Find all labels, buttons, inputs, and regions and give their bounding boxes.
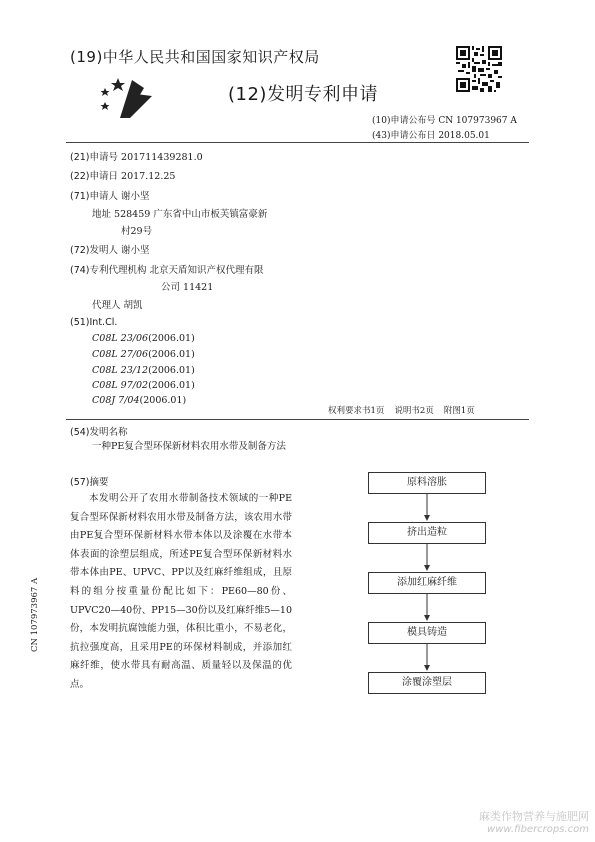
- flow-step-mold-casting: 模具铸造: [368, 622, 486, 644]
- applicant-value: 谢小坚: [121, 191, 150, 202]
- watermark-url: www.fibercrops.com: [487, 824, 589, 835]
- drawings-pages: 附图1页: [443, 406, 475, 416]
- ipc-item: C08L 97/02(2006.01): [92, 380, 195, 391]
- ipc-item: C08J 7/04(2006.01): [92, 395, 187, 406]
- filing-date-row: [70, 168, 175, 182]
- invention-title: 一种PE复合型环保新材料农用水带及制备方法: [92, 441, 286, 452]
- application-number-value: 201711439281.0: [121, 152, 203, 163]
- ipc-item: C08L 23/12(2006.01): [92, 365, 195, 376]
- section-divider: [66, 419, 529, 420]
- qr-code-icon[interactable]: [456, 46, 502, 92]
- process-flowchart: [360, 472, 492, 694]
- address-row: [92, 206, 267, 220]
- side-publication-number: CN 107973967 A: [30, 577, 40, 652]
- publication-date: (43)申请公布日 2018.05.01: [372, 131, 490, 141]
- applicant-label: (71)申请人: [70, 191, 119, 202]
- address-label: 地址: [92, 209, 112, 220]
- agency-label: (74)专利代理机构: [70, 265, 147, 276]
- description-pages: 说明书2页: [394, 406, 434, 416]
- inventor-value: 谢小坚: [121, 245, 150, 256]
- ipc-label: (51)Int.Cl.: [70, 317, 118, 328]
- inventor-row: [70, 242, 150, 256]
- flow-step-raw-material-swelling: 原料溶胀: [368, 472, 486, 494]
- issuing-authority: (19)中华人民共和国国家知识产权局: [70, 48, 320, 66]
- agency-row: [70, 262, 264, 276]
- application-number-row: [70, 149, 203, 163]
- watermark-site-name: 麻类作物营养与施肥网: [479, 810, 589, 823]
- ipc-item: C08L 27/06(2006.01): [92, 349, 195, 360]
- agent-label: 代理人: [92, 300, 121, 311]
- filing-date-label: (22)申请日: [70, 171, 119, 182]
- applicant-row: [70, 188, 150, 202]
- document-type: (12)发明专利申请: [228, 84, 378, 105]
- ipc-item: C08L 23/06(2006.01): [92, 333, 195, 344]
- page-counts: [328, 404, 475, 416]
- agent-value: 胡凯: [123, 300, 143, 311]
- filing-date-value: 2017.12.25: [121, 171, 176, 182]
- office-emblem-icon: [96, 74, 156, 120]
- header-divider: [66, 142, 529, 143]
- address-line-1: 528459 广东省中山市板芙镇富豪新: [114, 209, 268, 220]
- agency-line-1: 北京天盾知识产权代理有限: [149, 265, 264, 276]
- agent-row: [92, 297, 143, 311]
- invention-title-label: (54)发明名称: [70, 427, 128, 438]
- flow-step-apply-coating: 涂覆涂塑层: [368, 672, 486, 694]
- abstract-text: 本发明公开了农用水带制备技术领域的一种PE复合型环保新材料农用水带及制备方法，该农用水带由PE复合型环保新材料水带本体以及涂覆在水带本体表面的涂塑层组成，所述PE复合型环保新材料水带本体由PE、UPVC、PP以及红麻纤维组成，且原料的组分按重量份配比如下：PE60—80份、UPVC20—40份、PP15—30份以及红麻纤维5—10份，本发明抗腐蚀能力强，体积比重小，不易老化，抗拉强度高，且采用PE的环保材料制成，并添加红麻纤维，使水带具有耐高温、质量轻以及保温的优点。: [70, 493, 292, 690]
- agency-line-2: 公司 11421: [161, 282, 214, 293]
- publication-number: (10)申请公布号 CN 107973967 A: [372, 116, 517, 126]
- claims-pages: 权利要求书1页: [328, 406, 385, 416]
- application-number-label: (21)申请号: [70, 152, 119, 163]
- address-line-2: 村29号: [121, 226, 153, 237]
- inventor-label: (72)发明人: [70, 245, 119, 256]
- flow-step-extrusion-pelletizing: 挤出造粒: [368, 522, 486, 544]
- abstract-label: (57)摘要: [70, 477, 109, 488]
- flow-step-add-kenaf-fiber: 添加红麻纤维: [368, 572, 486, 594]
